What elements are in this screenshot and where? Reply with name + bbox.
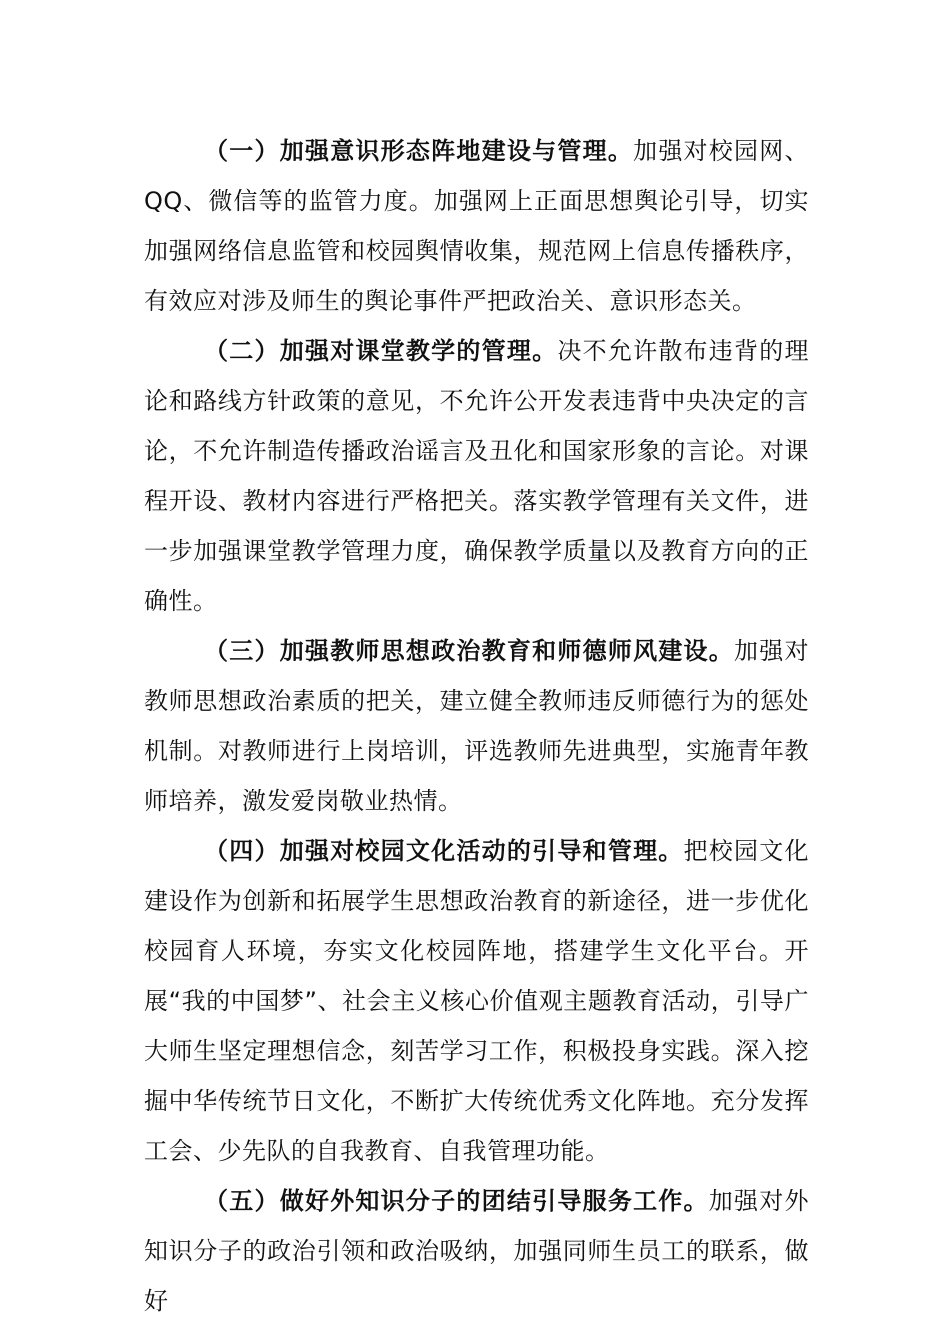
section-heading-2: （二）加强对课堂教学的管理。 [204, 337, 558, 365]
section-heading-1: （一）加强意识形态阵地建设与管理。 [204, 137, 634, 165]
section-heading-4: （四）加强对校园文化活动的引导和管理。 [204, 837, 684, 865]
section-heading-3: （三）加强教师思想政治教育和师德师风建设。 [204, 637, 735, 665]
document-page [144, 126, 809, 1326]
section-body-2: 决不允许散布违背的理论和路线方针政策的意见，不允许公开发表违背中央决定的言论，不允许制造传播政治谣言及丑化和国家形象的言论。对课程开设、教材内容进行严格把关。落实教学管理有关文件，进一步加强课堂教学管理力度，确保教学质量以及教育方向的正确性。 [144, 337, 810, 615]
paragraph-3 [144, 626, 809, 826]
section-heading-5: （五）做好外知识分子的团结引导服务工作。 [204, 1187, 709, 1215]
section-body-5: 加强对外知识分子的政治引领和政治吸纳，加强同师生员工的联系，做好 [144, 1187, 809, 1315]
paragraph-1 [144, 126, 809, 326]
section-body-3: 加强对教师思想政治素质的把关，建立健全教师违反师德行为的惩处机制。对教师进行上岗培训，评选教师先进典型，实施青年教师培养，激发爱岗敬业热情。 [144, 637, 810, 815]
section-body-4: 把校园文化建设作为创新和拓展学生思想政治教育的新途径，进一步优化校园育人环境，夯实文化校园阵地，搭建学生文化平台。开展“我的中国梦”、社会主义核心价值观主题教育活动，引导广大师生坚定理想信念，刻苦学习工作，积极投身实践。深入挖掘中华传统节日文化，不断扩大传统优秀文化阵地。充分发挥工会、少先队的自我教育、自我管理功能。 [144, 837, 810, 1165]
section-body-1: 加强对校园网、QQ、微信等的监管力度。加强网上正面思想舆论引导，切实加强网络信息监管和校园舆情收集，规范网上信息传播秩序，有效应对涉及师生的舆论事件严把政治关、意识形态关。 [144, 137, 810, 315]
paragraph-5 [144, 1176, 809, 1326]
paragraph-2 [144, 326, 809, 626]
paragraph-4 [144, 826, 809, 1176]
